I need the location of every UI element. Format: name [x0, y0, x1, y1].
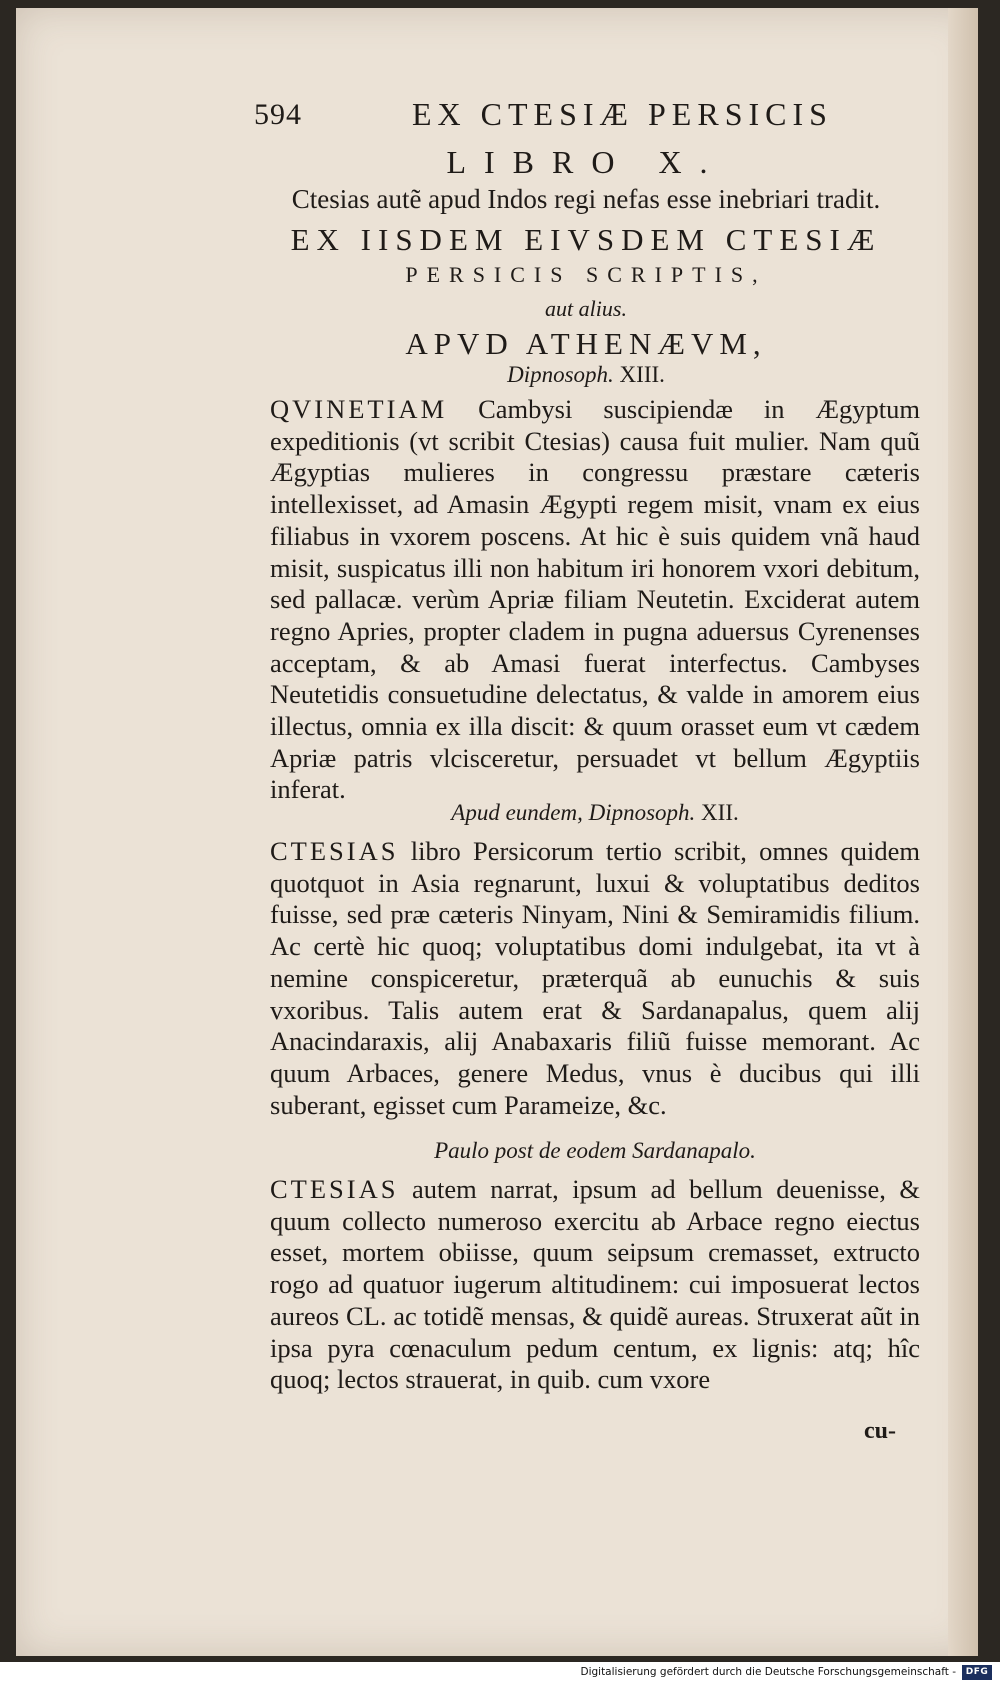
funding-credit: Digitalisierung gefördert durch die Deutsche Forschungsgemeinschaft -	[580, 1666, 956, 1678]
passage-2-text: libro Persicorum tertio scribit, omnes quidem quotquot in Asia regnarunt, luxui & voluptatibus deditos fuisse, sed præ cæteris Ninyam, Nini & Semiramidis filium. Ac certè hic quoq; voluptatibus domi indulgebat, ita vt à nemine conspiceretur, præterquã ab eunuchis & suis vxoribus. Talis autem erat & Sardanapalus, quem alij Anacindaraxis, alij Anabaxaris filiũ fuisse memorant. Ac quum Arbaces, genere Medus, vnus è ducibus qui illi suberant, egisset cum Parameize, &c.	[270, 836, 920, 1120]
passage-3	[270, 1174, 920, 1396]
book-page	[16, 8, 978, 1656]
subheading-apud-eundem-label: Apud eundem, Dipnosoph.	[451, 800, 696, 825]
passage-1	[270, 394, 920, 806]
page-number: 594	[254, 98, 302, 131]
passage-1-lead: QVINETIAM	[270, 394, 448, 424]
passage-1-text: Cambysi suscipiendæ in Ægyptum expeditionis (vt scribit Ctesias) causa fuit mulier. Nam quũ Ægyptias mulieres in congressu præstare cæteris intellexisset, ad Amasin Ægypti regem misit, vnam ex eius filiabus in vxorem poscens. At hic è suis quidem vnã haud misit, suspicatus illi non habitum iri honorem vxori debitum, sed pallacæ. verùm Apriæ filiam Neutetin. Exciderat autem regno Apries, propter cladem in pugna aduersus Cyrenenses acceptam, & ab Amasi fuerat interfectus. Cambyses Neutetidis consuetudine delectatus, & valde in amorem eius illectus, omnia ex illa discit: & quum orasset eum vt cædem Apriæ patris vlcisceretur, persuadet vt bellum Ægyptiis inferat.	[270, 394, 920, 805]
section-subheading: PERSICIS SCRIPTIS,	[405, 262, 767, 287]
passage-2	[270, 836, 920, 1121]
dipnosoph-number: XIII.	[619, 362, 665, 387]
section-aut: aut alius.	[545, 296, 627, 321]
subheading-paulo-post: Paulo post de eodem Sardanapalo.	[434, 1138, 756, 1163]
subheading-apud-eundem	[270, 800, 920, 826]
apud-heading: APVD ATHENÆVM,	[405, 326, 767, 361]
book-heading: LIBRO X.	[446, 144, 726, 180]
running-head	[16, 96, 978, 146]
running-head-title: EX CTESIÆ PERSICIS	[412, 96, 833, 132]
dipnosoph-label: Dipnosoph.	[507, 362, 614, 387]
dipnosoph-heading-1	[236, 362, 936, 388]
section-heading: EX IISDEM EIVSDEM CTESIÆ	[290, 222, 882, 257]
page-text-block	[16, 8, 978, 1656]
passage-3-lead: CTESIAS	[270, 1174, 399, 1204]
passage-3-text: autem narrat, ipsum ad bellum deuenisse, & quum collecto numeroso exercitu ab Arbace regno eiectus esset, mortem obiisse, quum seipsum cremasset, extructo rogo ad quatuor iugerum altitudinem: cui imposuerat lectos aureos CL. ac totidẽ mensas, & quidẽ aureas. Struxerat aũt in ipsa pyra cœnaculum pedum centum, ex lignis: atq; hîc quoq; lectos strauerat, in quib. cum vxore	[270, 1174, 920, 1395]
passage-2-lead: CTESIAS	[270, 836, 399, 866]
catchword: cu-	[864, 1418, 896, 1444]
subheading-apud-eundem-number: XII.	[701, 800, 739, 825]
dfg-logo-icon: DFG	[962, 1665, 992, 1680]
intro-line: Ctesias autẽ apud Indos regi nefas esse inebriari tradit.	[291, 184, 881, 214]
footer-bar	[0, 1662, 1000, 1684]
